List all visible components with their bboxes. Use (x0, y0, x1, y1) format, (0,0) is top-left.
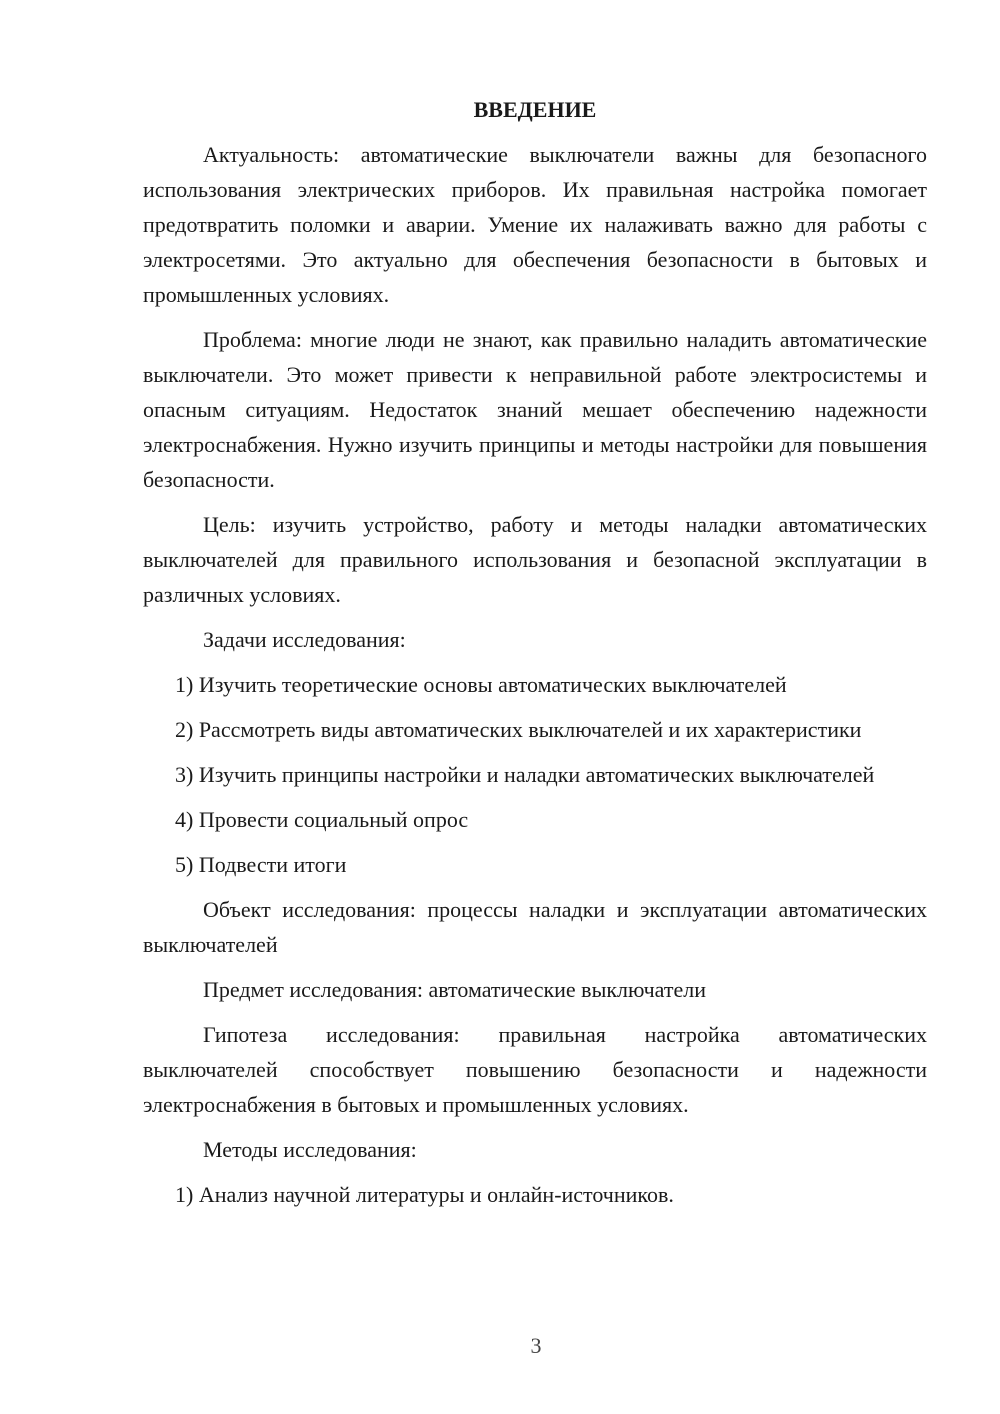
paragraph-subject: Предмет исследования: автоматические выключатели (203, 977, 707, 1002)
paragraph-goal: Цель: изучить устройство, работу и методы наладки автоматических выключателей для правильного использования и безопасной эксплуатации в различных условиях. (143, 512, 927, 607)
paragraph-methods-heading: Методы исследования: (203, 1137, 417, 1162)
task-item-4: 4) Провести социальный опрос (175, 807, 469, 832)
paragraph-hypothesis: Гипотеза исследования: правильная настройка автоматических выключателей способствует повышению безопасности и надежности электроснабжения в бытовых и промышленных условиях. (143, 1022, 927, 1117)
paragraph-relevance: Актуальность: автоматические выключатели важны для безопасного использования электрических приборов. Их правильная настройка помогает предотвратить поломки и аварии. Умение их налаживать важно для работы с электросетями. Это актуально для обеспечения безопасности в бытовых и промышленных условиях. (143, 142, 927, 307)
paragraph-tasks-heading: Задачи исследования: (203, 627, 406, 652)
method-item-1: 1) Анализ научной литературы и онлайн-источников. (175, 1182, 674, 1207)
paragraph-object: Объект исследования: процессы наладки и эксплуатации автоматических выключателей (143, 897, 927, 957)
section-title: ВВЕДЕНИЕ (473, 97, 597, 122)
paragraph-problem: Проблема: многие люди не знают, как правильно наладить автоматические выключатели. Это может привести к неправильной работе электросистемы и опасным ситуациям. Недостаток знаний мешает обеспечению надежности электроснабжения. Нужно изучить принципы и методы настройки для повышения безопасности. (143, 327, 927, 492)
task-item-5: 5) Подвести итоги (175, 852, 347, 877)
document-page (143, 92, 927, 1222)
task-item-2: 2) Рассмотреть виды автоматических выключателей и их характеристики (175, 717, 862, 742)
task-item-1: 1) Изучить теоретические основы автоматических выключателей (175, 672, 787, 697)
task-item-3: 3) Изучить принципы настройки и наладки автоматических выключателей (175, 762, 875, 787)
page-number: 3 (530, 1333, 542, 1358)
